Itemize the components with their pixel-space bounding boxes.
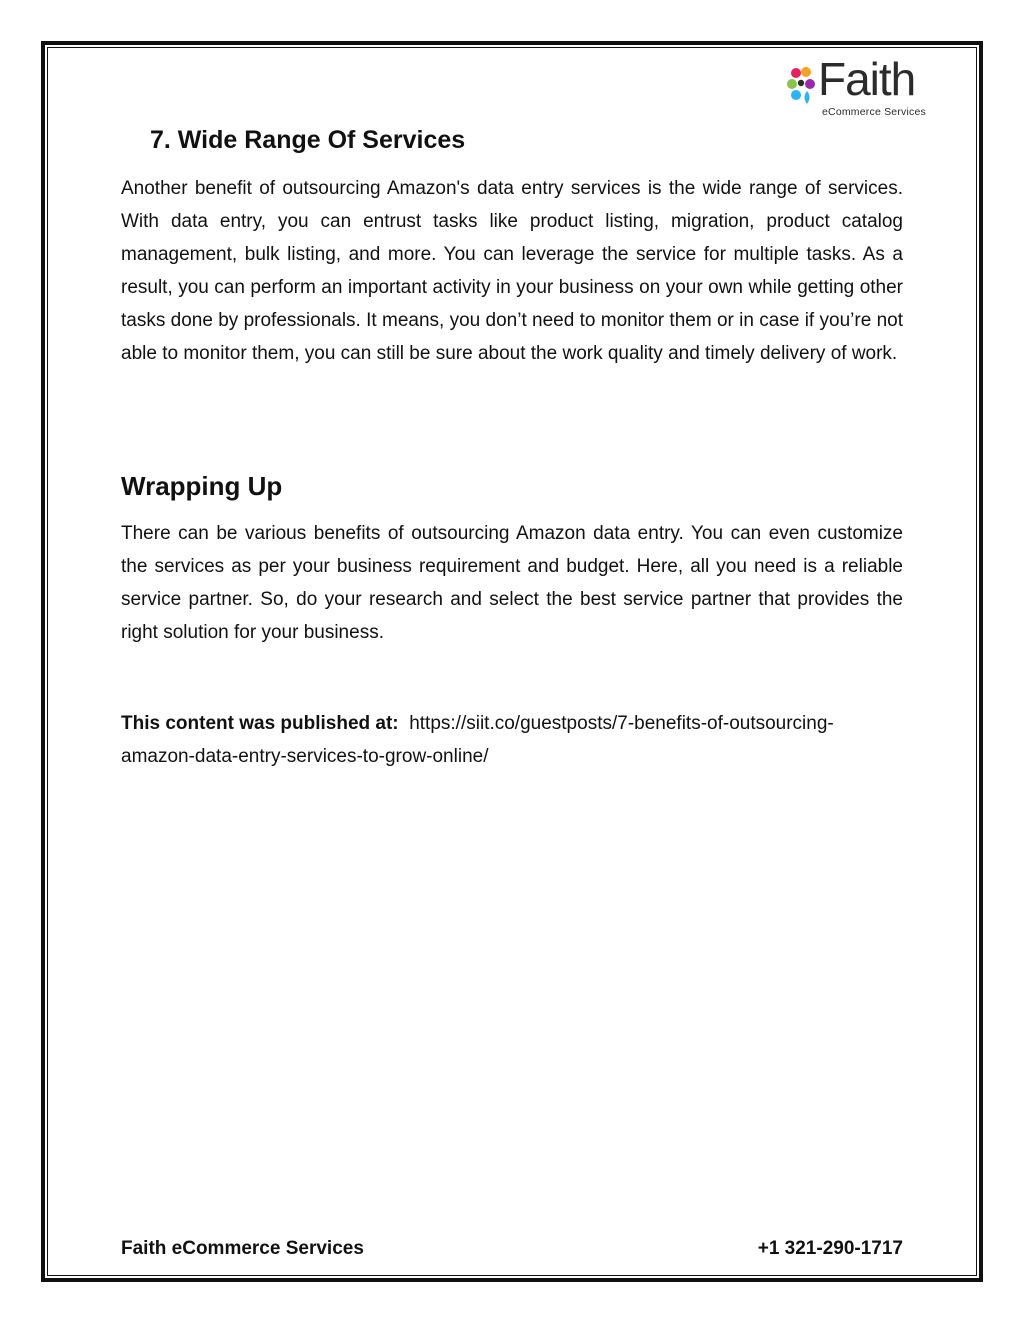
flower-logo-icon (786, 64, 820, 110)
section-body-wrapping-up: There can be various benefits of outsourcing Amazon data entry. You can even customize the services as per your business requirement and budget. Here, all you need is a reliable service partner. So, do your research and select the best service partner that provides the right solution for your business. (121, 523, 903, 643)
published-note (121, 707, 903, 773)
logo-wordmark: Faith (818, 53, 916, 105)
section-heading-wrapping-up: Wrapping Up (121, 471, 283, 501)
section-heading-wide-range: 7. Wide Range Of Services (150, 126, 466, 154)
published-label: This content was published at: (121, 713, 399, 734)
section-body-wide-range: Another benefit of outsourcing Amazon's data entry services is the wide range of services. With data entry, you can entrust tasks like product listing, migration, product catalog management, bulk listing, and more. You can leverage the service for multiple tasks. As a result, you can perform an important activity in your business on your own while getting other tasks done by professionals. It means, you don’t need to monitor them or in case if you’re not able to monitor them, you can still be sure about the work quality and timely delivery of work. (121, 178, 903, 364)
faith-logo (786, 53, 938, 122)
published-url-link[interactable]: https://siit.co/guestposts/7-benefits-of-outsourcing-amazon-data-entry-services-to-grow-online/ (121, 713, 834, 767)
footer-phone: +1 321-290-1717 (757, 1238, 903, 1259)
logo-tagline: eCommerce Services (822, 106, 926, 118)
footer-company: Faith eCommerce Services (121, 1238, 364, 1259)
